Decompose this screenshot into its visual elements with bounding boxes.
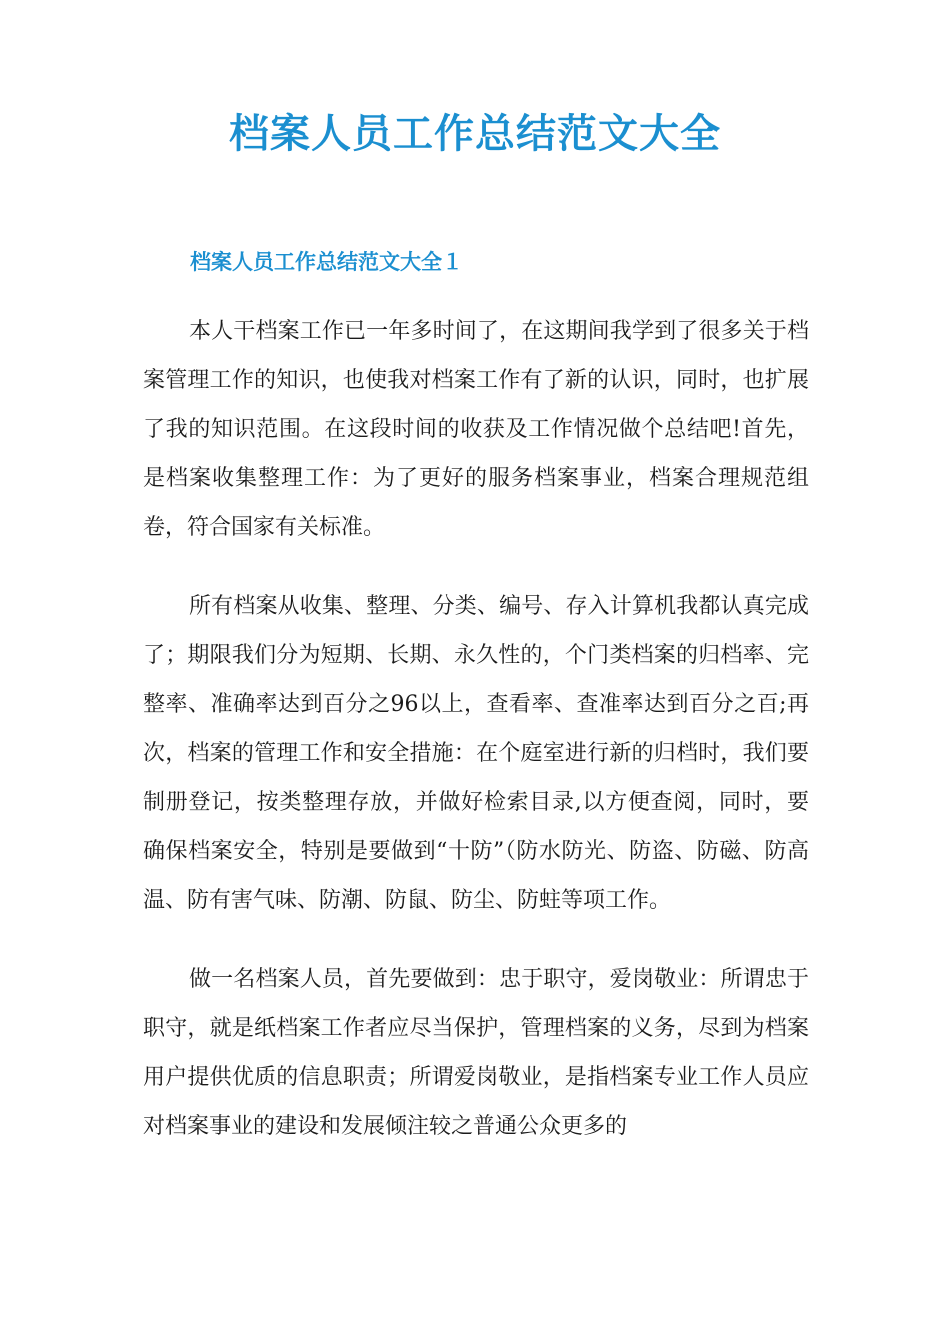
section-heading: 档案人员工作总结范文大全１ (190, 249, 463, 274)
document-body (143, 307, 809, 1181)
paragraph-1: 本人干档案工作已一年多时间了，在这期间我学到了很多关于档案管理工作的知识，也使我对档案工作有了新的认识，同时，也扩展了我的知识范围。在这段时间的收获及工作情况做个总结吧!首先，是档案收集整理工作：为了更好的服务档案事业，档案合理规范组卷，符合国家有关标准。 (143, 319, 809, 540)
page-title: 档案人员工作总结范文大全 (229, 111, 721, 157)
paragraph-3: 做一名档案人员，首先要做到：忠于职守，爱岗敬业：所谓忠于职守，就是纸档案工作者应尽当保护，管理档案的义务，尽到为档案用户提供优质的信息职责；所谓爱岗敬业，是指档案专业工作人员应对档案事业的建设和发展倾注较之普通公众更多的 (143, 967, 809, 1139)
paragraph-2: 所有档案从收集、整理、分类、编号、存入计算机我都认真完成了；期限我们分为短期、长期、永久性的，个门类档案的归档率、完整率、准确率达到百分之96以上，查看率、查准率达到百分之百;再次，档案的管理工作和安全措施：在个庭室进行新的归档时，我们要制册登记，按类整理存放，并做好检索目录,以方便查阅，同时，要确保档案安全，特别是要做到“十防”（防水防光、防盗、防磁、防高温、防有害气味、防潮、防鼠、防尘、防蛀等项工作。 (143, 594, 809, 913)
